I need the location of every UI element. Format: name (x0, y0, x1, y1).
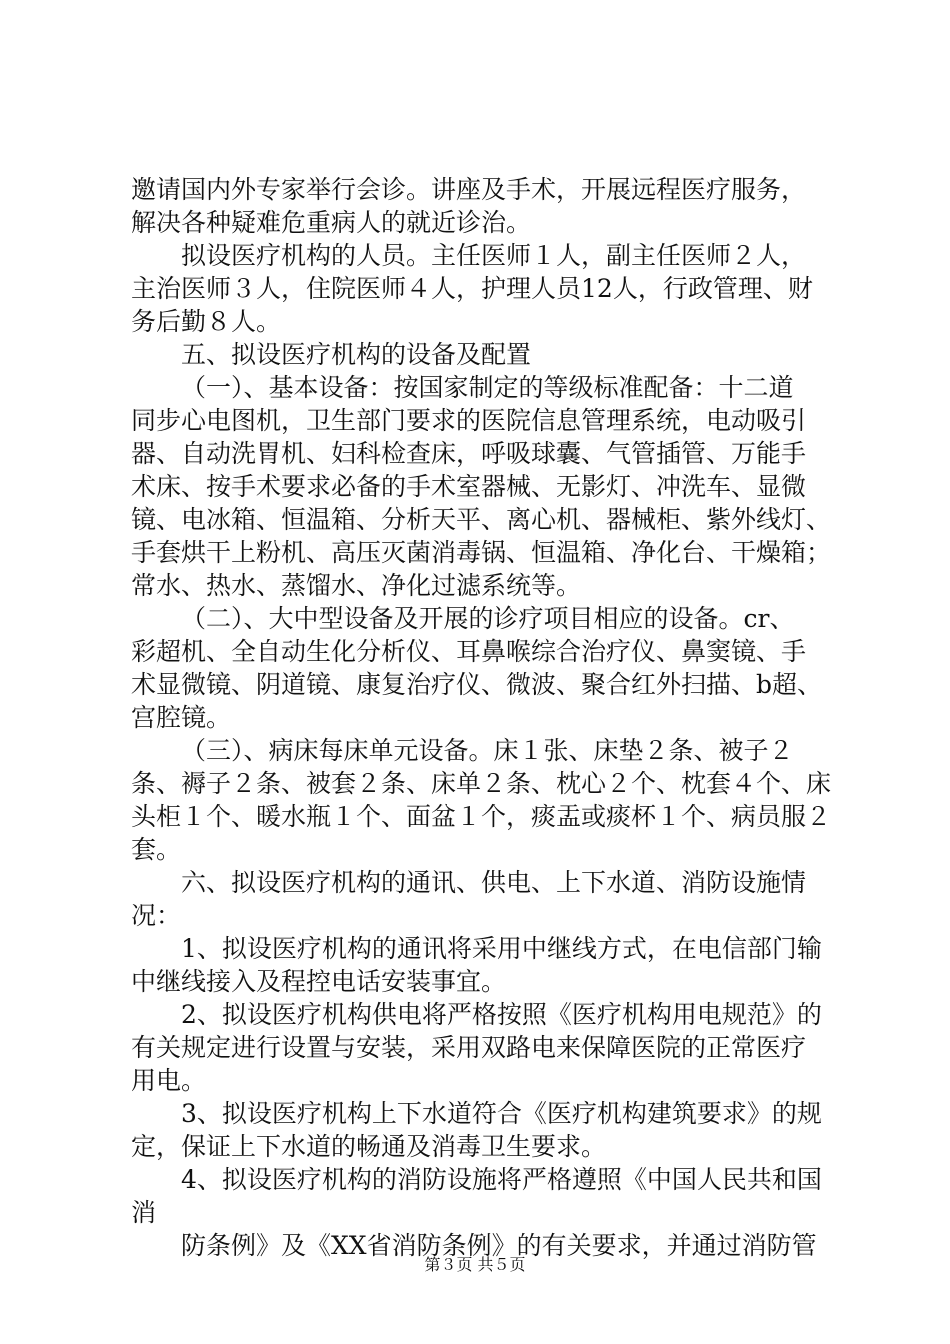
text-line: 术床、按手术要求必备的手术室器械、无影灯、冲洗车、显微 (131, 472, 807, 501)
text-line: 同步心电图机，卫生部门要求的医院信息管理系统，电动吸引 (131, 406, 807, 435)
text-line: 邀请国内外专家举行会诊。讲座及手术，开展远程医疗服务， (131, 175, 807, 204)
text-line: 套。 (131, 835, 182, 864)
text-line: 宫腔镜。 (131, 703, 232, 732)
paragraph-first-line: 3、拟设医疗机构上下水道符合《医疗机构建筑要求》的规 (181, 1099, 822, 1128)
text-line: 用电。 (131, 1066, 207, 1095)
text-line: 头柜１个、暖水瓶１个、面盆１个，痰盂或痰杯１个、病员服２ (131, 802, 832, 831)
section-heading: 五、拟设医疗机构的设备及配置 (181, 340, 532, 369)
paragraph-first-line: （二）、大中型设备及开展的诊疗项目相应的设备。cr、 (181, 604, 795, 633)
text-line: 主治医师３人，住院医师４人，护理人员12人，行政管理、财 (131, 274, 813, 303)
paragraph-first-line: 2、拟设医疗机构供电将严格按照《医疗机构用电规范》的 (181, 1000, 822, 1029)
paragraph-first-line: （三）、病床每床单元设备。床１张、床垫２条、被子２ (181, 736, 794, 765)
text-line: 防条例》及《XX省消防条例》的有关要求，并通过消防管 (181, 1231, 817, 1260)
text-line: 解决各种疑难危重病人的就近诊治。 (131, 208, 532, 237)
text-line: 况： (131, 901, 182, 930)
text-line: 消 (131, 1198, 157, 1227)
paragraph-first-line: 拟设医疗机构的人员。主任医师１人，副主任医师２人， (181, 241, 807, 270)
text-line: 彩超机、全自动生化分析仪、耳鼻喉综合治疗仪、鼻窦镜、手 (131, 637, 807, 666)
text-line: 条、褥子２条、被套２条、床单２条、枕心２个、枕套４个、床 (131, 769, 832, 798)
text-line: 务后勤８人。 (131, 307, 282, 336)
text-line: 器、自动洗胃机、妇科检查床，呼吸球囊、气管插管、万能手 (131, 439, 807, 468)
paragraph-first-line: 1、拟设医疗机构的通讯将采用中继线方式，在电信部门输 (181, 934, 822, 963)
text-line: 常水、热水、蒸馏水、净化过滤系统等。 (131, 571, 582, 600)
page-number-footer: 第３页 共５页 (424, 1255, 526, 1274)
text-line: 有关规定进行设置与安装，采用双路电来保障医院的正常医疗 (131, 1033, 807, 1062)
paragraph-first-line: （一）、基本设备：按国家制定的等级标准配备：十二道 (181, 373, 794, 402)
paragraph-first-line: 4、拟设医疗机构的消防设施将严格遵照《中国人民共和国 (181, 1165, 822, 1194)
text-line: 手套烘干上粉机、高压灭菌消毒锅、恒温箱、净化台、干燥箱； (131, 538, 832, 567)
text-line: 中继线接入及程控电话安装事宜。 (131, 967, 507, 996)
text-line: 定，保证上下水道的畅通及消毒卫生要求。 (131, 1132, 607, 1161)
text-line: 术显微镜、阴道镜、康复治疗仪、微波、聚合红外扫描、b超、 (131, 670, 823, 699)
text-line: 镜、电冰箱、恒温箱、分析天平、离心机、器械柜、紫外线灯、 (131, 505, 832, 534)
section-heading: 六、拟设医疗机构的通讯、供电、上下水道、消防设施情 (181, 868, 807, 897)
